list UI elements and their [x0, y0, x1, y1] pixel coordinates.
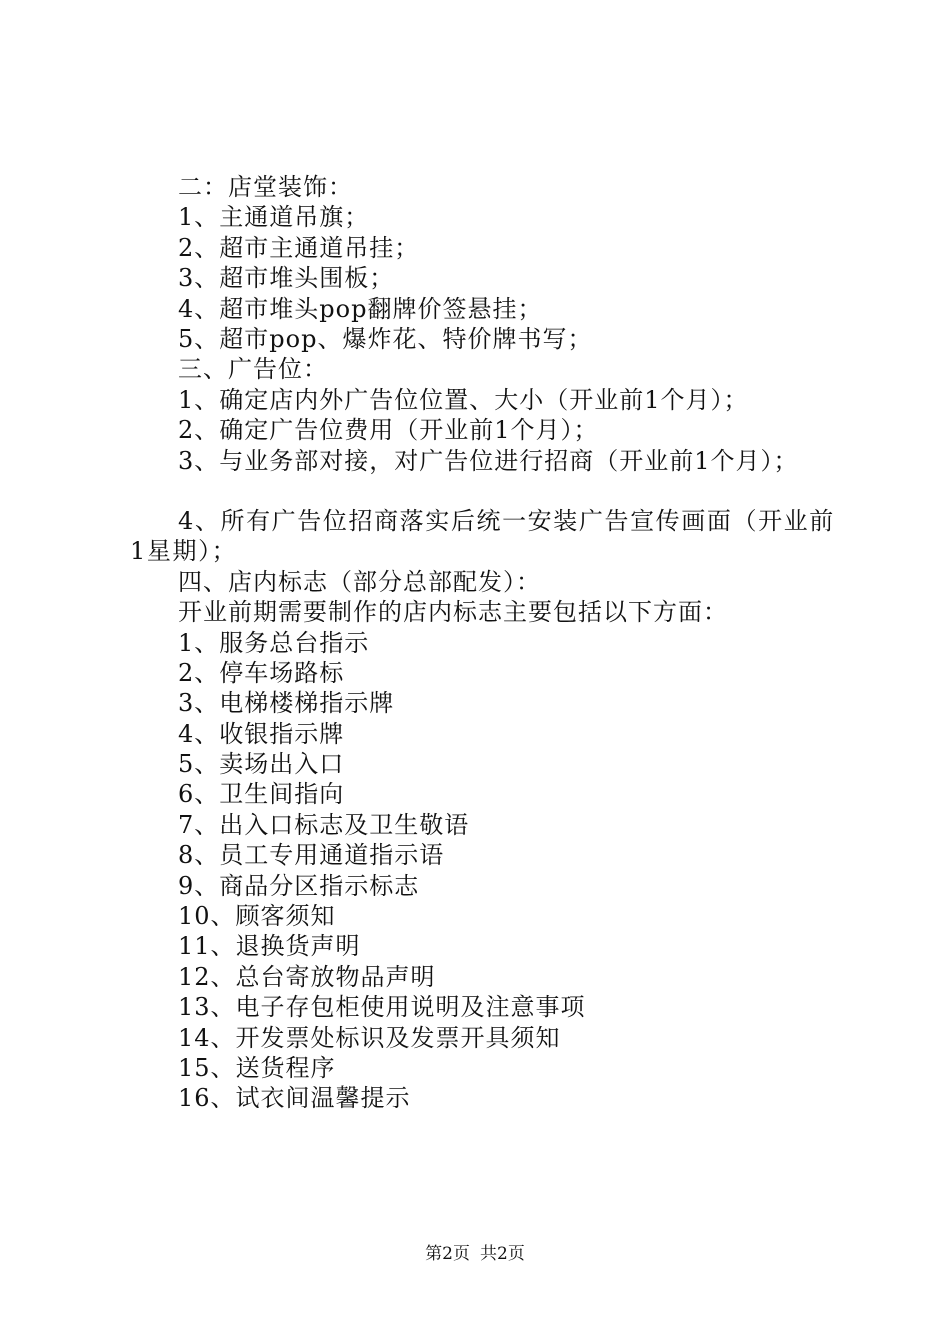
list-item: 12、总台寄放物品声明 — [178, 962, 436, 991]
page-total: 共2页 — [480, 1244, 525, 1264]
list-item: 3、超市堆头围板； — [178, 264, 395, 293]
section-heading: 二：店堂装饰： — [178, 173, 353, 201]
list-item: 14、开发票处标识及发票开具须知 — [178, 1023, 561, 1052]
list-item: 8、员工专用通道指示语 — [178, 841, 445, 870]
document-body — [130, 172, 850, 1114]
list-item: 1、确定店内外广告位位置、大小（开业前1个月）； — [178, 385, 749, 414]
list-item: 11、退换货声明 — [178, 932, 361, 961]
list-item: 2、停车场路标 — [178, 658, 345, 687]
list-item: 1、主通道吊旗； — [178, 203, 370, 232]
paragraph-gap — [130, 476, 850, 506]
list-item: 10、顾客须知 — [178, 902, 336, 931]
list-item: 7、出入口标志及卫生敬语 — [178, 810, 470, 839]
page-number: 第2页 — [425, 1244, 470, 1264]
wrapped-list-item: 4、所有广告位招商落实后统一安装广告宣传画面（开业前1星期）； — [130, 506, 835, 566]
list-item: 13、电子存包柜使用说明及注意事项 — [178, 993, 586, 1022]
list-item: 2、超市主通道吊挂； — [178, 233, 420, 262]
list-item: 9、商品分区指示标志 — [178, 871, 420, 900]
section-heading: 三、广告位： — [178, 355, 328, 384]
section-heading: 四、店内标志（部分总部配发）： — [178, 567, 541, 596]
list-item: 1、服务总台指示 — [178, 628, 370, 657]
list-item: 5、卖场出入口 — [178, 750, 345, 779]
page-footer — [0, 1243, 950, 1265]
list-item: 3、电梯楼梯指示牌 — [178, 689, 395, 718]
list-item: 4、超市堆头pop翻牌价签悬挂； — [178, 294, 543, 323]
list-item: 3、与业务部对接，对广告位进行招商（开业前1个月）； — [178, 446, 799, 475]
list-item: 4、收银指示牌 — [178, 719, 345, 748]
list-item: 2、确定广告位费用（开业前1个月）； — [178, 416, 599, 445]
list-item: 6、卫生间指向 — [178, 780, 345, 809]
list-item: 15、送货程序 — [178, 1053, 336, 1082]
paragraph-text: 开业前期需要制作的店内标志主要包括以下方面： — [178, 598, 728, 627]
list-item: 16、试衣间温馨提示 — [178, 1084, 411, 1113]
list-item: 5、超市pop、爆炸花、特价牌书写； — [178, 324, 593, 353]
